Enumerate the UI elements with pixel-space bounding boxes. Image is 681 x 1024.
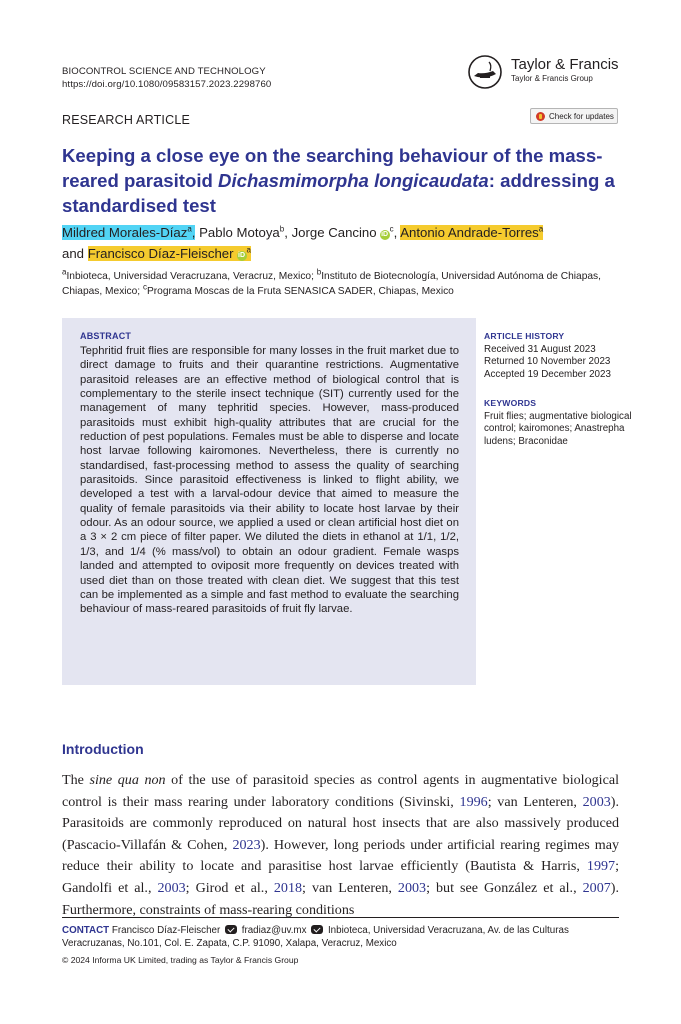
author-sup: c	[389, 224, 394, 234]
address-icon	[311, 925, 323, 934]
author-sup: b	[279, 224, 285, 234]
citation-link[interactable]: 1996	[459, 793, 488, 810]
article-type: RESEARCH ARTICLE	[62, 113, 191, 127]
affil-sup: a	[62, 267, 67, 277]
affil-sup: b	[316, 267, 322, 277]
affil-a: Inbioteca, Universidad Veracruzana, Veracruz, Mexico;	[66, 271, 317, 282]
author-sup: a	[538, 224, 544, 234]
author-sup: a	[246, 245, 251, 255]
keywords	[484, 397, 634, 448]
affil-sup: c	[142, 282, 147, 292]
contact-label: CONTACT	[62, 925, 110, 936]
contact-name: Francisco Díaz-Fleischer	[111, 925, 221, 936]
author-2[interactable]: Pablo Motoya$^b$,	[199, 224, 288, 240]
affil-c: Programa Moscas de la Fruta SENASICA SADER, Chiapas, Mexico	[146, 286, 454, 297]
citation-link[interactable]: 2003	[157, 879, 186, 896]
crossmark-icon	[536, 112, 545, 121]
citation-link[interactable]: 2003	[582, 793, 611, 810]
publisher-group: Taylor & Francis Group	[511, 74, 593, 83]
affiliations	[62, 269, 632, 299]
author-name: Pablo Motoya	[199, 225, 280, 240]
title-species: Dichasmimorpha longicaudata	[218, 170, 489, 191]
lamp-icon	[466, 54, 506, 90]
citation-link[interactable]: 2023	[232, 836, 261, 853]
journal-name: BIOCONTROL SCIENCE AND TECHNOLOGY	[62, 66, 266, 77]
abstract-text: Tephritid fruit flies are responsible for many losses in the fruit market due to direct damage to fruits and their quarantine restrictions. Augmentative parasitoid releases are an effective method of biological control that is complementary to the sterile insect technique (SIT) currently used for the management of many tephritid species. However, mass-produced parasitoids must exhibit high-quality attributes that are crucial for the reduction of pest populations. Females must be able to disperse and locate host larvae following kairomones. Nevertheless, there is currently no standardised, fast-processing method to assess the quality of searching parasitoids. Since parasitoid effectiveness is linked to flight ability, we developed a test with a larval-odour device that aimed to measure the quality of female parasitoids via their ability to locate host larvae by their odour. As an odour source, we applied a used or clean artificial host diet on a 3 × 2 cm piece of filter paper. We diluted the diets in ethanol at 1/1, 1/2, 1/3, and 1/4 (% mass/vol) to obtain an odour gradient. Female wasps landed and attempted to oviposit more frequently on devices treated with used diet than on those treated with clean diet. We suggest that this test can be implemented as a simple and fast method to evaluate the searching behaviour of mass-reared parasitoids of fruit fly larvae.	[80, 345, 459, 616]
history-returned: Returned 10 November 2023	[484, 356, 611, 368]
author-name: Jorge Cancino	[291, 225, 377, 240]
history-received: Received 31 August 2023	[484, 343, 596, 355]
citation-link[interactable]: 2003	[397, 879, 427, 896]
author-sup: a	[187, 224, 192, 234]
citation-link[interactable]: 2007	[582, 879, 611, 896]
author-list	[62, 222, 632, 264]
journal-header	[62, 66, 271, 91]
history-accepted: Accepted 19 December 2023	[484, 368, 611, 380]
orcid-icon[interactable]: iD	[238, 252, 246, 259]
author-1[interactable]: Mildred Morales-Díaz$^a$,	[62, 224, 196, 240]
citation-link[interactable]: 1997	[586, 858, 616, 875]
publisher-logo[interactable]	[466, 54, 621, 94]
title-part-2: : addressing a standardised test	[62, 170, 615, 216]
author-3[interactable]: Jorge Cancino $iD^c$,	[291, 224, 398, 240]
citation-link[interactable]: 2018	[273, 879, 303, 896]
copyright: © 2024 Informa UK Limited, trading as Taylor & Francis Group	[62, 955, 299, 965]
doi-link[interactable]: https://doi.org/10.1080/09583157.2023.2298760	[62, 78, 272, 90]
article-history	[484, 330, 634, 381]
affil-b: Instituto de Biotecnología, Universidad Autónoma de Chiapas, Chiapas, Mexico;	[62, 271, 601, 297]
title-part-1: Keeping a close eye on the searching behaviour of the mass-reared parasitoid	[62, 145, 603, 191]
contact-email[interactable]: fradiaz@uv.mx	[241, 925, 307, 936]
author-name: Antonio Andrade-Torres	[400, 225, 539, 240]
check-updates-button[interactable]	[530, 108, 618, 124]
keywords-text: Fruit flies; augmentative biological control; kairomones; Anastrepha ludens; Braconidae	[484, 410, 632, 447]
footer-divider	[62, 917, 619, 918]
authors-and: and	[62, 246, 85, 261]
history-heading: ARTICLE HISTORY	[484, 331, 565, 341]
keywords-heading: KEYWORDS	[484, 398, 537, 408]
contact-info	[62, 924, 620, 951]
check-updates-label: Check for updates	[549, 111, 614, 121]
author-4[interactable]	[400, 225, 543, 240]
author-5[interactable]	[88, 246, 251, 261]
abstract-heading: ABSTRACT	[80, 331, 132, 341]
contact-address: Inbioteca, Universidad Veracruzana, Av. de las Culturas Veracruzanas, No.101, Col. E. Zapata, C.P. 91090, Xalapa, Veracruz, Mexico	[62, 925, 569, 950]
orcid-icon[interactable]: iD	[381, 231, 389, 238]
introduction-text: The sine qua non of the use of parasitoid species as control agents in augmentative biological control is their mass rearing under laboratory conditions (Sivinski, 1996; van Lenteren, 2003). Parasitoids are commonly reproduced on natural host insects that are also massively produced (Pascacio-Villafán & Cohen, 2023). However, long periods under artificial rearing regimes may reduce their ability to locate and parasitise host larvae efficiently (Bautista & Harris, 1997; Gandolfi et al., 2003; Girod et al., 2018; van Lenteren, 2003; but see González et al., 2007). Furthermore, constraints of mass-rearing conditions	[62, 772, 620, 918]
article-title	[62, 143, 630, 218]
author-name: Mildred Morales-Díaz	[62, 225, 188, 240]
abstract-box	[62, 318, 476, 685]
introduction-heading: Introduction	[62, 741, 144, 757]
author-name: Francisco Díaz-Fleischer	[87, 246, 234, 261]
publisher-name: Taylor & Francis	[511, 56, 619, 73]
email-icon	[225, 925, 237, 934]
